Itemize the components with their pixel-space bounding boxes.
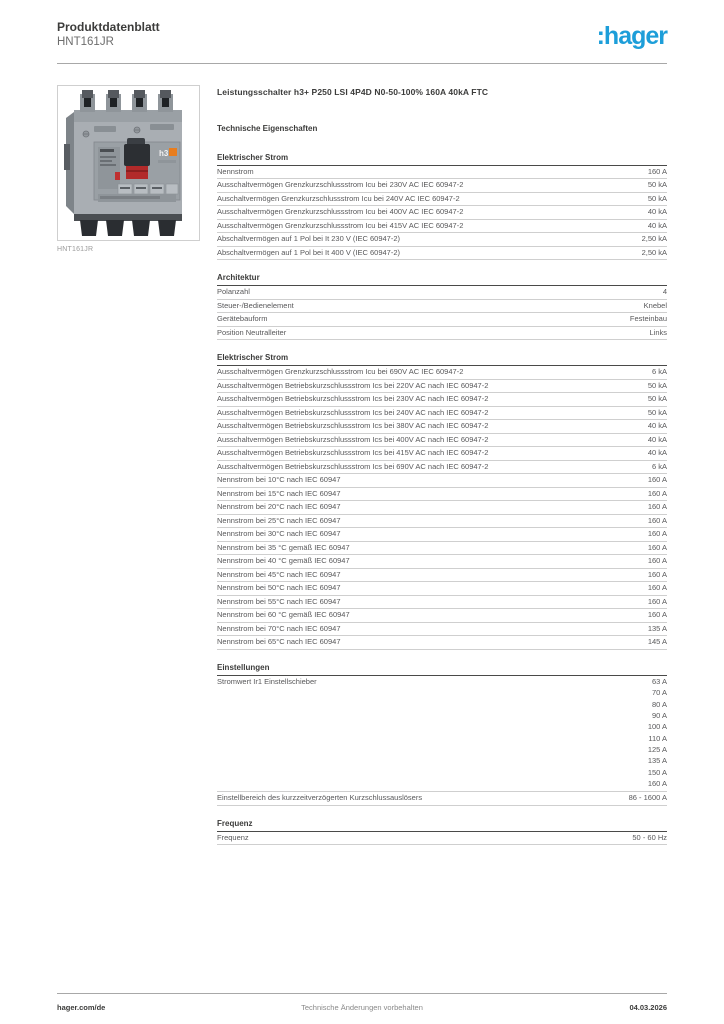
spec-row-value: 2,50 kA	[641, 247, 667, 257]
header-title-block	[57, 20, 160, 50]
spec-row-value: 160 A	[647, 475, 667, 485]
spec-section	[217, 273, 667, 340]
spec-row-label: Polanzahl	[217, 287, 250, 297]
spec-row	[217, 461, 667, 475]
spec-row	[217, 220, 667, 234]
spec-row	[217, 179, 667, 193]
spec-row-value: 160 A	[647, 515, 667, 525]
spec-row-label: Nennstrom	[217, 166, 254, 176]
spec-row-label: Ausschaltvermögen Betriebskurzschlussstrom Ics bei 240V AC nach IEC 60947-2	[217, 407, 489, 417]
spec-row-label: Nennstrom bei 40 °C gemäß IEC 60947	[217, 556, 350, 566]
footer-website: hager.com/de	[57, 1003, 106, 1012]
spec-row-value: Links	[649, 327, 667, 337]
spec-row	[217, 636, 667, 650]
image-caption: HNT161JR	[57, 245, 94, 253]
spec-section-title: Elektrischer Strom	[217, 153, 667, 166]
spec-row-value: 160 A	[647, 583, 667, 593]
spec-row	[217, 623, 667, 637]
spec-row-value: 86 - 1600 A	[628, 793, 667, 803]
spec-row-label: Abschaltvermögen auf 1 Pol bei It 400 V (IEC 60947-2)	[217, 247, 401, 257]
spec-row-value: 50 kA	[647, 193, 667, 203]
spec-row-label: Ausschaltvermögen Grenzkurzschlussstrom Icu bei 690V AC IEC 60947-2	[217, 367, 464, 377]
spec-row	[217, 434, 667, 448]
spec-row-value: 50 kA	[647, 407, 667, 417]
product-reference: HNT161JR	[57, 36, 114, 48]
spec-row	[217, 313, 667, 327]
page-footer	[57, 993, 667, 1012]
spec-row-value: 160 A	[647, 542, 667, 552]
spec-row-label: Nennstrom bei 50°C nach IEC 60947	[217, 583, 341, 593]
spec-row-value: 50 kA	[647, 180, 667, 190]
spec-row-value: 50 - 60 Hz	[632, 832, 667, 842]
spec-row-label: Abschaltvermögen auf 1 Pol bei It 230 V (IEC 60947-2)	[217, 234, 401, 244]
spec-row-value: 160 A	[647, 610, 667, 620]
spec-row-label: Nennstrom bei 10°C nach IEC 60947	[217, 475, 341, 485]
spec-row-label: Ausschaltvermögen Betriebskurzschlussstrom Ics bei 230V AC nach IEC 60947-2	[217, 394, 489, 404]
spec-row	[217, 488, 667, 502]
spec-row-label: Stromwert Ir1 Einstellschieber	[217, 676, 317, 686]
tech-properties-heading: Technische Eigenschaften	[217, 123, 318, 133]
spec-row	[217, 676, 667, 792]
spec-row-label: Ausschaltvermögen Grenzkurzschlussstrom Icu bei 415V AC IEC 60947-2	[217, 220, 464, 230]
spec-row	[217, 380, 667, 394]
spec-row-value: 160 A	[647, 596, 667, 606]
specs-column	[217, 85, 667, 858]
spec-row	[217, 247, 667, 261]
svg-text:h3: h3	[159, 148, 169, 158]
spec-row-value: 40 kA	[647, 220, 667, 230]
spec-row	[217, 420, 667, 434]
spec-row-value: 160 A	[647, 529, 667, 539]
spec-section-title: Elektrischer Strom	[217, 353, 667, 366]
spec-row	[217, 300, 667, 314]
spec-row-value: 160 A	[647, 569, 667, 579]
spec-row-label: Nennstrom bei 35 °C gemäß IEC 60947	[217, 542, 350, 552]
product-image-column	[57, 85, 217, 858]
spec-row-value: Festeinbau	[629, 314, 667, 324]
spec-row-value: 6 kA	[651, 367, 667, 377]
spec-row-label: Nennstrom bei 15°C nach IEC 60947	[217, 488, 341, 498]
spec-section	[217, 819, 667, 846]
spec-row-value: 145 A	[647, 637, 667, 647]
spec-row	[217, 609, 667, 623]
spec-section	[217, 153, 667, 261]
spec-row	[217, 193, 667, 207]
spec-row	[217, 501, 667, 515]
spec-row-label: Nennstrom bei 25°C nach IEC 60947	[217, 515, 341, 525]
spec-section-title: Einstellungen	[217, 663, 667, 676]
spec-row-label: Nennstrom bei 65°C nach IEC 60947	[217, 637, 341, 647]
spec-row	[217, 233, 667, 247]
spec-row-label: Nennstrom bei 30°C nach IEC 60947	[217, 529, 341, 539]
spec-row	[217, 393, 667, 407]
spec-row-label: Nennstrom bei 55°C nach IEC 60947	[217, 596, 341, 606]
spec-row	[217, 542, 667, 556]
spec-row-label: Frequenz	[217, 832, 249, 842]
spec-row-value: 160 A	[647, 488, 667, 498]
spec-row	[217, 327, 667, 341]
main-content	[57, 85, 667, 858]
spec-row-value: 40 kA	[647, 448, 667, 458]
spec-row	[217, 166, 667, 180]
spec-row-value: 135 A	[647, 623, 667, 633]
spec-row-label: Ausschaltvermögen Betriebskurzschlussstrom Ics bei 690V AC nach IEC 60947-2	[217, 461, 489, 471]
spec-sections	[217, 153, 667, 845]
spec-row-value: 50 kA	[647, 394, 667, 404]
spec-row	[217, 582, 667, 596]
spec-row-value: 40 kA	[647, 421, 667, 431]
spec-row-label: Ausschaltvermögen Betriebskurzschlussstrom Ics bei 380V AC nach IEC 60947-2	[217, 421, 489, 431]
spec-row-label: Steuer-/Bedienelement	[217, 300, 294, 310]
spec-row-value: 40 kA	[647, 207, 667, 217]
spec-row	[217, 832, 667, 846]
spec-row-value: 2,50 kA	[641, 234, 667, 244]
spec-row-label: Ausschaltvermögen Grenzkurzschlussstrom Icu bei 230V AC IEC 60947-2	[217, 180, 464, 190]
spec-row-label: Nennstrom bei 45°C nach IEC 60947	[217, 569, 341, 579]
spec-row-value: Knebel	[643, 300, 667, 310]
spec-row-value: 63 A 70 A 80 A 90 A 100 A 110 A 125 A 135 A 150 A 160 A	[647, 676, 667, 788]
page-header	[57, 20, 667, 50]
spec-row-value: 6 kA	[651, 461, 667, 471]
spec-row-value: 40 kA	[647, 434, 667, 444]
spec-row-label: Position Neutralleiter	[217, 327, 287, 337]
spec-row	[217, 528, 667, 542]
spec-section	[217, 663, 667, 806]
spec-row-label: Ausschaltvermögen Betriebskurzschlussstrom Ics bei 220V AC nach IEC 60947-2	[217, 380, 489, 390]
spec-row-value: 4	[662, 287, 667, 297]
spec-row	[217, 447, 667, 461]
product-title: Leistungsschalter h3+ P250 LSI 4P4D N0-50-100% 160A 40kA FTC	[217, 86, 489, 97]
circuit-breaker-image	[58, 86, 199, 240]
spec-row-label: Nennstrom bei 20°C nach IEC 60947	[217, 502, 341, 512]
spec-row-label: Gerätebauform	[217, 314, 268, 324]
spec-row	[217, 407, 667, 421]
spec-row-value: 160 A	[647, 502, 667, 512]
spec-row-label: Ausschaltvermögen Betriebskurzschlussstrom Ics bei 400V AC nach IEC 60947-2	[217, 434, 489, 444]
footer-date: 04.03.2026	[629, 1003, 667, 1012]
product-image	[57, 85, 200, 241]
spec-row-label: Ausschaltvermögen Betriebskurzschlussstrom Ics bei 415V AC nach IEC 60947-2	[217, 448, 489, 458]
spec-row-value: 50 kA	[647, 380, 667, 390]
spec-row-label: Nennstrom bei 70°C nach IEC 60947	[217, 623, 341, 633]
spec-section	[217, 353, 667, 650]
spec-section-title: Architektur	[217, 273, 667, 286]
spec-row-value: 160 A	[647, 166, 667, 176]
hager-logo: :hager	[596, 22, 667, 50]
spec-row-label: Nennstrom bei 60 °C gemäß IEC 60947	[217, 610, 350, 620]
spec-row	[217, 555, 667, 569]
spec-row-label: Auschaltvermögen Grenzkurzschlussstrom Icu bei 240V AC IEC 60947-2	[217, 193, 460, 203]
header-divider	[57, 63, 667, 64]
spec-row-value: 160 A	[647, 556, 667, 566]
spec-row	[217, 206, 667, 220]
page-title: Produktdatenblatt	[57, 20, 160, 34]
spec-row-label: Einstellbereich des kurzzeitverzögerten Kurzschlussauslösers	[217, 793, 423, 803]
spec-section-title: Frequenz	[217, 819, 667, 832]
spec-row	[217, 366, 667, 380]
spec-row-label: Ausschaltvermögen Grenzkurzschlussstrom Icu bei 400V AC IEC 60947-2	[217, 207, 464, 217]
spec-row	[217, 569, 667, 583]
footer-disclaimer: Technische Änderungen vorbehalten	[301, 1003, 423, 1012]
spec-row	[217, 286, 667, 300]
spec-row	[217, 474, 667, 488]
spec-row	[217, 596, 667, 610]
spec-row	[217, 792, 667, 806]
spec-row	[217, 515, 667, 529]
